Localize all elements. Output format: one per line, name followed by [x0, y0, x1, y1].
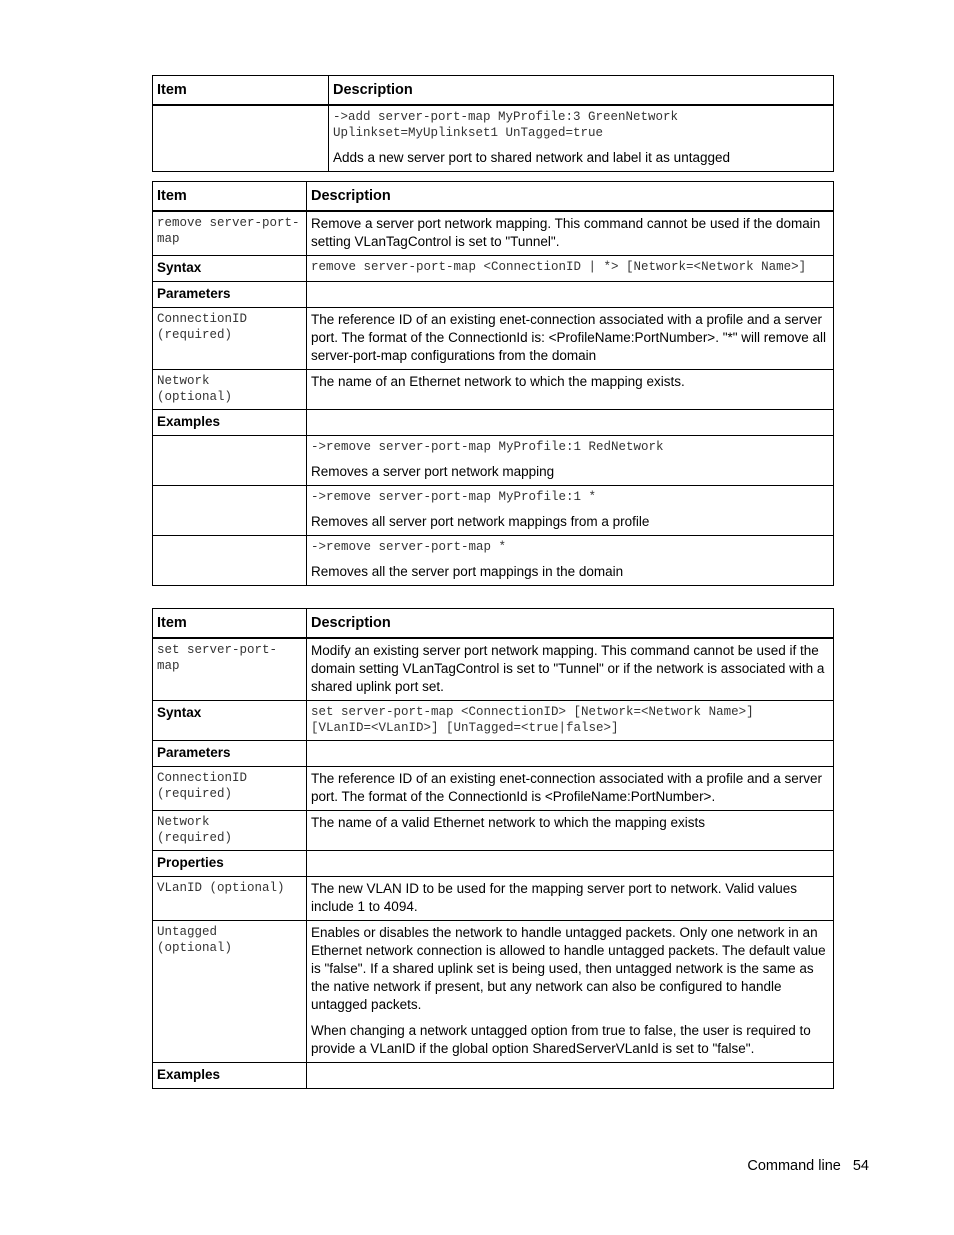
example-command: ->remove server-port-map *	[311, 540, 507, 554]
example-description: Removes all server port network mappings from a profile	[311, 514, 650, 529]
table-row	[153, 921, 834, 1063]
page-number: 54	[852, 1158, 869, 1174]
example-command: ->remove server-port-map MyProfile:1 RedNetwork	[311, 440, 664, 454]
example-description: Removes all the server port mappings in the domain	[311, 564, 624, 579]
property-note: When changing a network untagged option from true to false, the user is required to provide a VLanID if the global option SharedServerVLanId is set to "false".	[311, 1023, 811, 1056]
examples-label: Examples	[153, 410, 307, 436]
table-header	[153, 609, 834, 639]
item-header: Item	[153, 76, 329, 106]
footer-section: Command line	[747, 1158, 841, 1174]
property-description-cell	[307, 921, 834, 1063]
add-server-port-map-table	[152, 75, 834, 172]
remove-server-port-map-table	[152, 181, 834, 586]
command-description: Modify an existing server port network mapping. This command cannot be used if the domain setting VLanTagControl is set to "Tunnel" or if the network is associated with a shared uplink port set.	[307, 638, 834, 701]
command-row	[153, 211, 834, 256]
parameter-name: Network (optional)	[153, 370, 307, 410]
item-header: Item	[153, 182, 307, 212]
table-row	[153, 370, 834, 410]
table-row	[153, 486, 834, 536]
example-command: ->add server-port-map MyProfile:3 GreenNetwork Uplinkset=MyUplinkset1 UnTagged=true	[333, 110, 679, 140]
description-header: Description	[307, 609, 834, 639]
item-cell	[153, 105, 329, 172]
parameters-label: Parameters	[153, 741, 307, 767]
example-command: ->remove server-port-map MyProfile:1 *	[311, 490, 597, 504]
table-row	[153, 436, 834, 486]
examples-row	[153, 1063, 834, 1089]
example-cell	[307, 436, 834, 486]
parameter-description: The reference ID of an existing enet-connection associated with a profile and a server port. The format of the ConnectionId is <ProfileName:PortNumber>.	[307, 767, 834, 811]
parameter-name: ConnectionID (required)	[153, 308, 307, 370]
table-row	[153, 767, 834, 811]
item-header: Item	[153, 609, 307, 639]
parameter-name: Network (required)	[153, 811, 307, 851]
examples-label: Examples	[153, 1063, 307, 1089]
parameters-row	[153, 282, 834, 308]
table-row	[153, 811, 834, 851]
parameter-description: The name of an Ethernet network to which the mapping exists.	[307, 370, 834, 410]
table-header	[153, 182, 834, 212]
table-row	[153, 308, 834, 370]
command-row	[153, 638, 834, 701]
command-name: remove server-port-map	[153, 211, 307, 256]
page-footer	[735, 1158, 869, 1174]
examples-row	[153, 410, 834, 436]
parameter-description: The name of a valid Ethernet network to which the mapping exists	[307, 811, 834, 851]
description-header: Description	[329, 76, 834, 106]
table-row	[153, 536, 834, 586]
properties-label: Properties	[153, 851, 307, 877]
table-header	[153, 76, 834, 106]
example-description: Adds a new server port to shared network and label it as untagged	[333, 150, 730, 165]
property-name: Untagged (optional)	[153, 921, 307, 1063]
example-cell	[307, 536, 834, 586]
parameters-label: Parameters	[153, 282, 307, 308]
set-server-port-map-table	[152, 608, 834, 1089]
parameter-description: The reference ID of an existing enet-connection associated with a profile and a server port. The format of the ConnectionId is: <ProfileName:PortNumber>. "*" will remove all server-port-map configurations from the domain	[307, 308, 834, 370]
command-name: set server-port- map	[153, 638, 307, 701]
property-description: Enables or disables the network to handle untagged packets. Only one network in an Ethernet network connection is allowed to handle untagged packets. The default value is "false". If a shared uplink set is being used, then untagged network is the same as the native network if present, but any network can also be configured to handle untagged packets.	[311, 925, 826, 1012]
syntax-label: Syntax	[153, 701, 307, 741]
syntax-value: remove server-port-map <ConnectionID | *> [Network=<Network Name>]	[307, 256, 834, 282]
example-description: Removes a server port network mapping	[311, 464, 555, 479]
parameters-row	[153, 741, 834, 767]
example-cell	[307, 486, 834, 536]
properties-row	[153, 851, 834, 877]
syntax-label: Syntax	[153, 256, 307, 282]
property-name: VLanID (optional)	[153, 877, 307, 921]
syntax-value: set server-port-map <ConnectionID> [Network=<Network Name>] [VLanID=<VLanID>] [UnTagged=<true|false>]	[307, 701, 834, 741]
table-row	[153, 877, 834, 921]
syntax-row	[153, 701, 834, 741]
syntax-row	[153, 256, 834, 282]
command-description: Remove a server port network mapping. This command cannot be used if the domain setting VLanTagControl is set to "Tunnel".	[307, 211, 834, 256]
property-description: The new VLAN ID to be used for the mapping server port to network. Valid values include 1 to 4094.	[307, 877, 834, 921]
table-row	[153, 105, 834, 172]
description-cell	[329, 105, 834, 172]
parameter-name: ConnectionID (required)	[153, 767, 307, 811]
description-header: Description	[307, 182, 834, 212]
